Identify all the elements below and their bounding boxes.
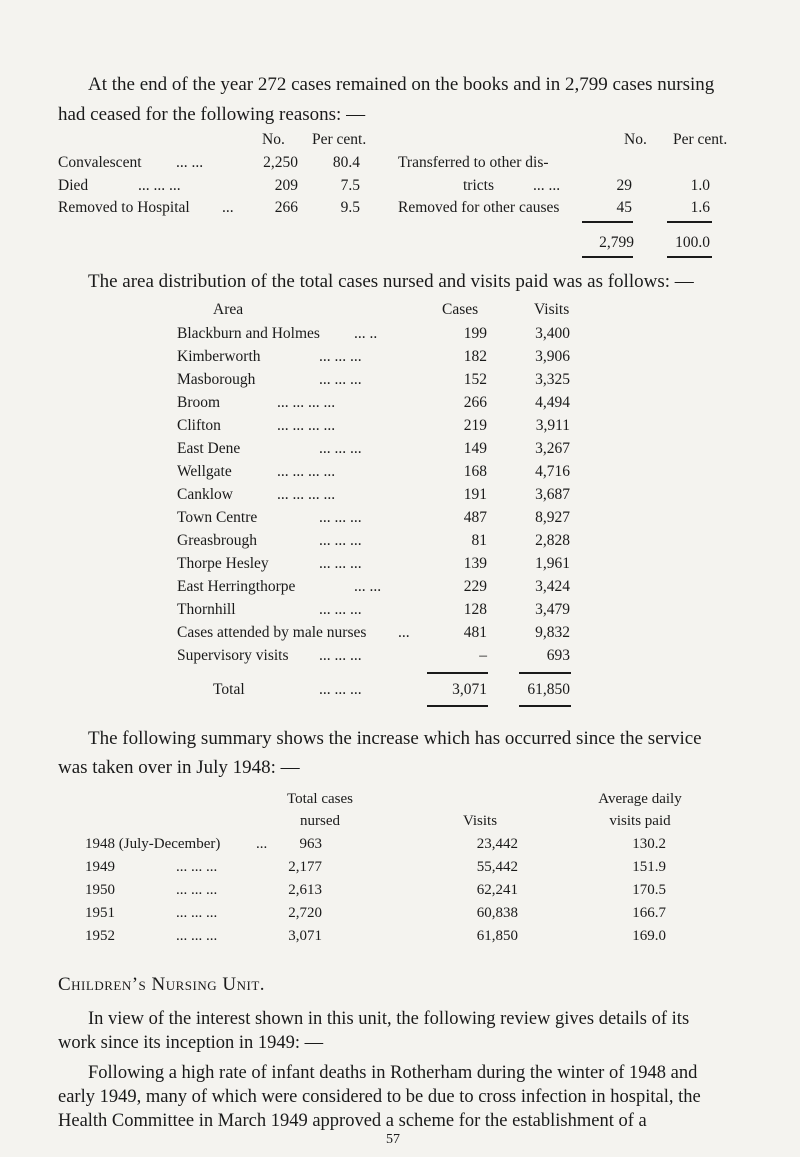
area-dots: ... ... <box>354 578 382 595</box>
summary-dots: ... ... ... <box>176 928 218 944</box>
summary-year: 1951 <box>85 905 115 921</box>
area-total-rule <box>519 672 571 674</box>
summary-dots: ... <box>256 836 268 852</box>
area-visits: 9,832 <box>535 624 570 641</box>
area-dots: ... ... ... <box>319 647 362 664</box>
reason-no-right: 45 <box>616 199 632 216</box>
area-dots: ... .. <box>354 325 378 342</box>
page-number: 57 <box>386 1132 400 1147</box>
summary-visits: 62,241 <box>476 882 518 898</box>
area-name: Cases attended by male nurses <box>177 624 367 641</box>
reason-label-right: Transferred to other dis- <box>398 154 549 171</box>
area-dots: ... ... ... <box>319 371 362 388</box>
summary-intro-line-2: was taken over in July 1948: — <box>58 757 300 778</box>
reasons-total-no: 2,799 <box>599 234 634 251</box>
area-cases: 81 <box>471 532 487 549</box>
reason-label-right-cont: tricts <box>463 177 494 194</box>
area-visits: 3,400 <box>535 325 570 342</box>
area-visits: 1,961 <box>535 555 570 572</box>
area-visits: 3,911 <box>535 417 570 434</box>
area-name: Masborough <box>177 371 256 388</box>
summary-cases: 2,720 <box>288 905 322 921</box>
reason-no: 2,250 <box>263 154 298 171</box>
summary-year: 1950 <box>85 882 115 898</box>
summary-head-avg-2: visits paid <box>609 813 671 829</box>
reasons-total-rule <box>582 221 633 223</box>
summary-visits: 23,442 <box>476 836 518 852</box>
paragraph-2-line-1: Following a high rate of infant deaths in Rotherham during the winter of 1948 and <box>88 1063 698 1083</box>
reason-pct: 80.4 <box>332 154 360 171</box>
reason-no-right: 29 <box>616 177 632 194</box>
area-cases: 139 <box>463 555 487 572</box>
summary-year: 1952 <box>85 928 115 944</box>
section-heading: Children’s Nursing Unit. <box>58 974 266 995</box>
area-dots: ... ... ... ... <box>277 486 336 503</box>
area-name: Thorpe Hesley <box>177 555 269 572</box>
reasons-head-pct-right: Per cent. <box>673 131 728 148</box>
reason-pct-right: 1.6 <box>690 199 710 216</box>
reason-label: Removed to Hospital <box>58 199 190 216</box>
area-dots: ... ... ... ... <box>277 394 336 411</box>
summary-cases: 963 <box>299 836 322 852</box>
area-name: East Herringthorpe <box>177 578 296 595</box>
area-visits: 3,906 <box>535 348 570 365</box>
summary-head-visits: Visits <box>462 813 498 829</box>
area-dots: ... ... ... <box>319 509 362 526</box>
reason-dots: ... ... ... <box>138 177 181 194</box>
area-head-visits: Visits <box>534 301 570 318</box>
area-name: Supervisory visits <box>177 647 289 664</box>
summary-avg: 166.7 <box>632 905 666 921</box>
area-cases: 152 <box>463 371 487 388</box>
area-total-rule <box>427 672 488 674</box>
area-dots: ... ... ... <box>319 601 362 618</box>
reason-label: Died <box>58 177 89 194</box>
area-cases: 168 <box>463 463 487 480</box>
area-cases: 182 <box>463 348 487 365</box>
area-name: East Dene <box>177 440 241 457</box>
paragraph-1-line-2: work since its inception in 1949: — <box>58 1033 324 1053</box>
reason-dots-right: ... ... <box>533 177 561 194</box>
area-cases: 199 <box>463 325 487 342</box>
area-name: Town Centre <box>177 509 258 526</box>
area-dots: ... ... ... ... <box>277 463 336 480</box>
area-dots: ... ... ... <box>319 532 362 549</box>
area-name: Broom <box>177 394 221 411</box>
reasons-total-rule <box>667 256 712 258</box>
area-name: Blackburn and Holmes <box>177 325 320 342</box>
reasons-head-no: No. <box>262 131 285 148</box>
area-cases: 487 <box>463 509 487 526</box>
area-dots: ... ... ... <box>319 440 362 457</box>
area-visits: 3,479 <box>535 601 570 618</box>
area-cases: 229 <box>463 578 487 595</box>
summary-avg: 130.2 <box>632 836 666 852</box>
summary-year: 1949 <box>85 859 115 875</box>
summary-cases: 3,071 <box>288 928 322 944</box>
summary-cases: 2,177 <box>288 859 322 875</box>
summary-avg: 169.0 <box>632 928 666 944</box>
summary-dots: ... ... ... <box>176 882 218 898</box>
area-cases: – <box>479 647 487 664</box>
area-name: Clifton <box>177 417 221 434</box>
area-visits: 3,267 <box>535 440 570 457</box>
area-intro: The area distribution of the total cases nursed and visits paid was as follows: — <box>88 271 694 292</box>
area-head-area: Area <box>213 301 244 318</box>
reasons-head-no-right: No. <box>624 131 647 148</box>
paragraph-1-line-1: In view of the interest shown in this unit, the following review gives details of its <box>88 1009 690 1029</box>
area-dots: ... ... ... ... <box>277 417 336 434</box>
summary-head-total-2: nursed <box>300 813 340 829</box>
reason-no: 266 <box>274 199 298 216</box>
summary-visits: 55,442 <box>476 859 518 875</box>
area-total-rule <box>427 705 488 707</box>
summary-head-avg: Average daily <box>598 791 682 807</box>
area-name: Wellgate <box>177 463 232 480</box>
area-cases: 149 <box>463 440 487 457</box>
paragraph-2-line-3: Health Committee in March 1949 approved a scheme for the establishment of a <box>58 1111 647 1131</box>
area-total-visits: 61,850 <box>527 681 570 698</box>
reason-pct: 9.5 <box>340 199 360 216</box>
area-visits: 4,494 <box>535 394 570 411</box>
summary-year: 1948 (July-December) <box>85 836 221 852</box>
area-cases: 191 <box>463 486 487 503</box>
intro-line-1: At the end of the year 272 cases remained on the books and in 2,799 cases nursing <box>88 74 715 95</box>
area-visits: 4,716 <box>535 463 570 480</box>
intro-line-2: had ceased for the following reasons: — <box>58 104 366 125</box>
reason-label: Convalescent <box>58 154 142 171</box>
area-head-cases: Cases <box>442 301 479 318</box>
summary-intro-line-1: The following summary shows the increase which has occurred since the service <box>88 728 702 749</box>
area-name: Greasbrough <box>177 532 258 549</box>
area-name: Kimberworth <box>177 348 261 365</box>
summary-cases: 2,613 <box>288 882 322 898</box>
area-visits: 2,828 <box>535 532 570 549</box>
reasons-total-rule <box>667 221 712 223</box>
reason-dots: ... ... <box>176 154 204 171</box>
reasons-total-rule <box>582 256 633 258</box>
reason-pct: 7.5 <box>340 177 360 194</box>
reason-label-right: Removed for other causes <box>398 199 560 216</box>
area-total-rule <box>519 705 571 707</box>
summary-visits: 60,838 <box>476 905 518 921</box>
area-dots: ... <box>398 624 410 641</box>
area-visits: 693 <box>546 647 570 664</box>
summary-avg: 151.9 <box>632 859 666 875</box>
area-name: Canklow <box>177 486 233 503</box>
summary-visits: 61,850 <box>476 928 518 944</box>
area-visits: 3,424 <box>535 578 570 595</box>
reason-pct-right: 1.0 <box>690 177 710 194</box>
area-visits: 3,687 <box>535 486 570 503</box>
area-dots: ... ... ... <box>319 555 362 572</box>
reason-no: 209 <box>274 177 298 194</box>
area-visits: 3,325 <box>535 371 570 388</box>
area-name: Thornhill <box>177 601 236 618</box>
reasons-total-pct: 100.0 <box>675 234 710 251</box>
area-cases: 219 <box>463 417 487 434</box>
summary-avg: 170.5 <box>632 882 666 898</box>
summary-dots: ... ... ... <box>176 859 218 875</box>
paragraph-2-line-2: early 1949, many of which were considered to be due to cross infection in hospital, the <box>58 1087 701 1107</box>
summary-dots: ... ... ... <box>176 905 218 921</box>
summary-head-total: Total cases <box>286 791 353 807</box>
area-total-cases: 3,071 <box>452 681 487 698</box>
area-cases: 481 <box>463 624 487 641</box>
area-total-dots: ... ... ... <box>319 681 362 698</box>
area-total-label: Total <box>213 681 245 698</box>
area-cases: 128 <box>463 601 487 618</box>
reason-dots: ... <box>222 199 234 216</box>
area-cases: 266 <box>463 394 487 411</box>
reasons-head-pct: Per cent. <box>312 131 367 148</box>
area-visits: 8,927 <box>535 509 570 526</box>
area-dots: ... ... ... <box>319 348 362 365</box>
